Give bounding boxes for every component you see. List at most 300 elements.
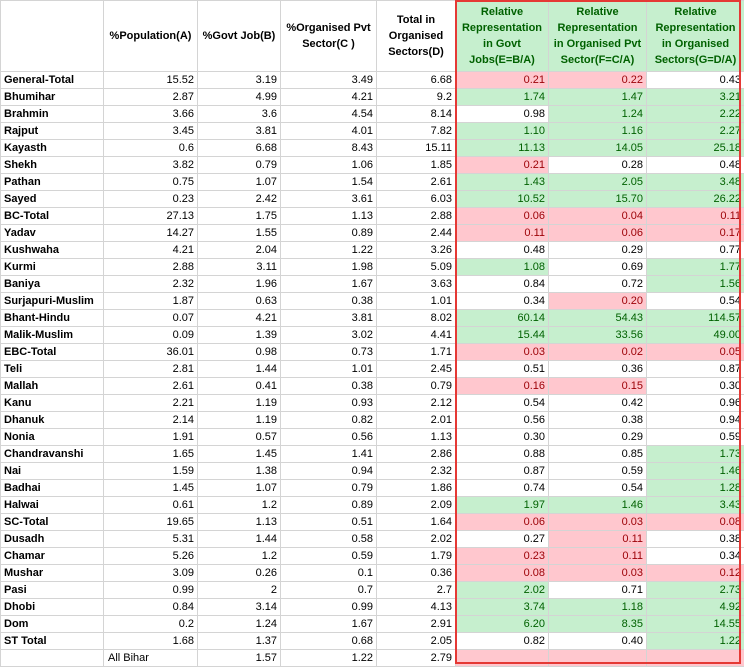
value-cell-d[interactable]: 1.01 [377, 293, 456, 310]
value-cell-g[interactable]: 3.21 [647, 89, 744, 106]
value-cell-a[interactable]: 1.68 [104, 633, 198, 650]
table-row [1, 157, 744, 174]
row-label-cell[interactable]: Kurmi [1, 259, 104, 276]
table-row [1, 140, 744, 157]
value-cell-g[interactable]: 114.57 [647, 310, 744, 327]
value-cell-e[interactable]: 3.74 [456, 599, 549, 616]
value-cell-e[interactable]: 0.87 [456, 463, 549, 480]
value-cell-g[interactable]: 26.22 [647, 191, 744, 208]
value-cell-c[interactable]: 8.43 [281, 140, 377, 157]
value-cell-f[interactable]: 0.42 [549, 395, 647, 412]
value-cell-a[interactable]: 1.59 [104, 463, 198, 480]
row-label-cell[interactable]: Pathan [1, 174, 104, 191]
value-cell-f[interactable]: 54.43 [549, 310, 647, 327]
value-cell-f[interactable]: 0.36 [549, 361, 647, 378]
table-row [1, 565, 744, 582]
header-cell-organised-pvt[interactable]: %Organised Pvt Sector(C ) [281, 1, 377, 72]
table-body [1, 72, 744, 667]
value-cell-b[interactable]: 3.6 [198, 106, 281, 123]
value-cell-f[interactable]: 0.69 [549, 259, 647, 276]
value-cell-c[interactable]: 4.54 [281, 106, 377, 123]
row-label-cell[interactable]: Rajput [1, 123, 104, 140]
value-cell-f[interactable]: 0.15 [549, 378, 647, 395]
value-cell-f[interactable]: 0.02 [549, 344, 647, 361]
value-cell-d[interactable]: 3.63 [377, 276, 456, 293]
value-cell-c[interactable]: 4.21 [281, 89, 377, 106]
value-cell-e[interactable]: 0.30 [456, 429, 549, 446]
value-cell-b[interactable]: 0.79 [198, 157, 281, 174]
value-cell-g[interactable]: 1.73 [647, 446, 744, 463]
value-cell-a[interactable]: 2.32 [104, 276, 198, 293]
row-label-cell[interactable]: SC-Total [1, 514, 104, 531]
value-cell-b[interactable]: 1.07 [198, 480, 281, 497]
value-cell-c[interactable]: 0.68 [281, 633, 377, 650]
value-cell-a[interactable]: 2.87 [104, 89, 198, 106]
table-row [1, 412, 744, 429]
value-cell-f[interactable]: 33.56 [549, 327, 647, 344]
row-label-cell[interactable]: Yadav [1, 225, 104, 242]
value-cell-g[interactable]: 0.30 [647, 378, 744, 395]
value-cell-e[interactable]: 1.97 [456, 497, 549, 514]
value-cell-d[interactable]: 2.61 [377, 174, 456, 191]
value-cell-c[interactable]: 1.67 [281, 276, 377, 293]
value-cell-e[interactable]: 0.08 [456, 565, 549, 582]
footer-value-cell-b[interactable]: 1.57 [198, 650, 281, 667]
value-cell-a[interactable]: 2.14 [104, 412, 198, 429]
table-row [1, 361, 744, 378]
value-cell-b[interactable]: 1.44 [198, 531, 281, 548]
value-cell-f[interactable]: 2.05 [549, 174, 647, 191]
value-cell-e[interactable]: 0.74 [456, 480, 549, 497]
value-cell-f[interactable]: 0.20 [549, 293, 647, 310]
value-cell-f[interactable]: 8.35 [549, 616, 647, 633]
value-cell-b[interactable]: 1.38 [198, 463, 281, 480]
row-label-cell[interactable]: Nai [1, 463, 104, 480]
value-cell-c[interactable]: 1.98 [281, 259, 377, 276]
header-cell-rel-pvt[interactable]: Relative Representation in Organised Pvt Sector(F=C/A) [549, 1, 647, 72]
value-cell-f[interactable]: 1.46 [549, 497, 647, 514]
row-label-cell[interactable]: BC-Total [1, 208, 104, 225]
value-cell-d[interactable]: 8.14 [377, 106, 456, 123]
value-cell-f[interactable]: 0.03 [549, 514, 647, 531]
footer-value-cell-c[interactable]: 1.22 [281, 650, 377, 667]
value-cell-g[interactable]: 0.48 [647, 157, 744, 174]
value-cell-e[interactable]: 0.51 [456, 361, 549, 378]
row-label-cell[interactable]: Dhanuk [1, 412, 104, 429]
value-cell-f[interactable]: 0.40 [549, 633, 647, 650]
value-cell-b[interactable]: 3.81 [198, 123, 281, 140]
row-label-cell[interactable]: Kayasth [1, 140, 104, 157]
value-cell-g[interactable]: 3.48 [647, 174, 744, 191]
all-bihar-label-cell[interactable]: All Bihar [104, 650, 198, 667]
value-cell-f[interactable]: 1.47 [549, 89, 647, 106]
value-cell-a[interactable]: 0.61 [104, 497, 198, 514]
value-cell-c[interactable]: 0.93 [281, 395, 377, 412]
value-cell-c[interactable]: 1.01 [281, 361, 377, 378]
row-label-cell[interactable]: Malik-Muslim [1, 327, 104, 344]
value-cell-e[interactable]: 0.11 [456, 225, 549, 242]
value-cell-c[interactable]: 0.58 [281, 531, 377, 548]
value-cell-d[interactable]: 2.05 [377, 633, 456, 650]
value-cell-g[interactable]: 0.34 [647, 548, 744, 565]
value-cell-g[interactable]: 0.17 [647, 225, 744, 242]
value-cell-d[interactable]: 1.86 [377, 480, 456, 497]
value-cell-a[interactable]: 5.26 [104, 548, 198, 565]
value-cell-g[interactable]: 1.22 [647, 633, 744, 650]
value-cell-g[interactable]: 0.05 [647, 344, 744, 361]
value-cell-a[interactable]: 0.99 [104, 582, 198, 599]
value-cell-b[interactable]: 1.19 [198, 395, 281, 412]
row-label-cell[interactable]: Brahmin [1, 106, 104, 123]
value-cell-e[interactable]: 0.98 [456, 106, 549, 123]
footer-value-cell-e[interactable] [456, 650, 549, 667]
value-cell-d[interactable]: 2.45 [377, 361, 456, 378]
value-cell-a[interactable]: 2.21 [104, 395, 198, 412]
value-cell-b[interactable]: 2 [198, 582, 281, 599]
value-cell-a[interactable]: 0.84 [104, 599, 198, 616]
value-cell-g[interactable]: 2.22 [647, 106, 744, 123]
value-cell-a[interactable]: 0.75 [104, 174, 198, 191]
value-cell-a[interactable]: 3.82 [104, 157, 198, 174]
table-row [1, 497, 744, 514]
value-cell-b[interactable]: 1.75 [198, 208, 281, 225]
value-cell-f[interactable]: 0.04 [549, 208, 647, 225]
row-label-cell[interactable]: Kanu [1, 395, 104, 412]
value-cell-a[interactable]: 36.01 [104, 344, 198, 361]
value-cell-b[interactable]: 0.57 [198, 429, 281, 446]
value-cell-b[interactable]: 0.26 [198, 565, 281, 582]
value-cell-f[interactable]: 0.71 [549, 582, 647, 599]
value-cell-g[interactable]: 2.73 [647, 582, 744, 599]
value-cell-g[interactable]: 0.59 [647, 429, 744, 446]
value-cell-b[interactable]: 6.68 [198, 140, 281, 157]
value-cell-c[interactable]: 0.89 [281, 497, 377, 514]
value-cell-f[interactable]: 0.11 [549, 531, 647, 548]
value-cell-a[interactable]: 5.31 [104, 531, 198, 548]
value-cell-c[interactable]: 0.79 [281, 480, 377, 497]
footer-value-cell-g[interactable] [647, 650, 744, 667]
row-label-cell[interactable]: General-Total [1, 72, 104, 89]
value-cell-b[interactable]: 4.99 [198, 89, 281, 106]
value-cell-e[interactable]: 0.82 [456, 633, 549, 650]
value-cell-c[interactable]: 0.59 [281, 548, 377, 565]
value-cell-d[interactable]: 6.68 [377, 72, 456, 89]
value-cell-c[interactable]: 3.49 [281, 72, 377, 89]
value-cell-g[interactable]: 49.00 [647, 327, 744, 344]
value-cell-c[interactable]: 0.38 [281, 293, 377, 310]
value-cell-e[interactable]: 1.10 [456, 123, 549, 140]
value-cell-a[interactable]: 1.45 [104, 480, 198, 497]
row-label-cell[interactable]: Shekh [1, 157, 104, 174]
value-cell-a[interactable]: 19.65 [104, 514, 198, 531]
value-cell-e[interactable]: 0.54 [456, 395, 549, 412]
value-cell-g[interactable]: 0.11 [647, 208, 744, 225]
value-cell-f[interactable]: 0.54 [549, 480, 647, 497]
value-cell-d[interactable]: 1.79 [377, 548, 456, 565]
value-cell-b[interactable]: 1.07 [198, 174, 281, 191]
value-cell-e[interactable]: 0.88 [456, 446, 549, 463]
row-label-cell[interactable]: Chamar [1, 548, 104, 565]
value-cell-c[interactable]: 0.51 [281, 514, 377, 531]
value-cell-b[interactable]: 1.39 [198, 327, 281, 344]
value-cell-d[interactable]: 2.91 [377, 616, 456, 633]
value-cell-d[interactable]: 2.12 [377, 395, 456, 412]
value-cell-d[interactable]: 8.02 [377, 310, 456, 327]
value-cell-d[interactable]: 3.26 [377, 242, 456, 259]
value-cell-c[interactable]: 1.41 [281, 446, 377, 463]
value-cell-g[interactable]: 25.18 [647, 140, 744, 157]
row-label-cell[interactable]: EBC-Total [1, 344, 104, 361]
value-cell-a[interactable]: 0.07 [104, 310, 198, 327]
value-cell-b[interactable]: 1.2 [198, 548, 281, 565]
value-cell-e[interactable]: 0.27 [456, 531, 549, 548]
value-cell-e[interactable]: 10.52 [456, 191, 549, 208]
value-cell-e[interactable]: 2.02 [456, 582, 549, 599]
header-cell-rel-govt[interactable]: Relative Representation in Govt Jobs(E=B/A) [456, 1, 549, 72]
header-cell-rel-total[interactable]: Relative Representation in Organised Sectors(G=D/A) [647, 1, 744, 72]
header-cell-name[interactable] [1, 1, 104, 72]
footer-value-cell-d[interactable]: 2.79 [377, 650, 456, 667]
value-cell-g[interactable]: 0.77 [647, 242, 744, 259]
value-cell-d[interactable]: 2.02 [377, 531, 456, 548]
value-cell-b[interactable]: 3.11 [198, 259, 281, 276]
value-cell-f[interactable]: 1.24 [549, 106, 647, 123]
value-cell-d[interactable]: 4.13 [377, 599, 456, 616]
value-cell-a[interactable]: 15.52 [104, 72, 198, 89]
value-cell-c[interactable]: 1.54 [281, 174, 377, 191]
row-label-cell[interactable]: Baniya [1, 276, 104, 293]
value-cell-d[interactable]: 1.13 [377, 429, 456, 446]
value-cell-d[interactable]: 6.03 [377, 191, 456, 208]
value-cell-d[interactable]: 4.41 [377, 327, 456, 344]
value-cell-f[interactable]: 0.03 [549, 565, 647, 582]
value-cell-g[interactable]: 0.12 [647, 565, 744, 582]
value-cell-g[interactable]: 1.77 [647, 259, 744, 276]
value-cell-f[interactable]: 0.85 [549, 446, 647, 463]
row-label-cell[interactable]: Dusadh [1, 531, 104, 548]
value-cell-c[interactable]: 4.01 [281, 123, 377, 140]
value-cell-f[interactable]: 0.29 [549, 242, 647, 259]
row-label-cell[interactable]: Halwai [1, 497, 104, 514]
value-cell-a[interactable]: 1.65 [104, 446, 198, 463]
value-cell-f[interactable]: 0.38 [549, 412, 647, 429]
value-cell-d[interactable]: 2.7 [377, 582, 456, 599]
row-label-cell[interactable]: Mallah [1, 378, 104, 395]
row-label-cell[interactable]: Bhumihar [1, 89, 104, 106]
value-cell-g[interactable]: 0.96 [647, 395, 744, 412]
value-cell-e[interactable]: 0.21 [456, 72, 549, 89]
row-label-cell[interactable]: Mushar [1, 565, 104, 582]
value-cell-e[interactable]: 0.06 [456, 514, 549, 531]
value-cell-f[interactable]: 0.22 [549, 72, 647, 89]
value-cell-g[interactable]: 0.38 [647, 531, 744, 548]
value-cell-c[interactable]: 0.82 [281, 412, 377, 429]
footer-label-cell[interactable] [1, 650, 104, 667]
value-cell-e[interactable]: 6.20 [456, 616, 549, 633]
value-cell-e[interactable]: 1.74 [456, 89, 549, 106]
value-cell-b[interactable]: 1.45 [198, 446, 281, 463]
value-cell-b[interactable]: 1.37 [198, 633, 281, 650]
footer-row [1, 650, 744, 667]
value-cell-c[interactable]: 0.73 [281, 344, 377, 361]
row-label-cell[interactable]: ST Total [1, 633, 104, 650]
row-label-cell[interactable]: Badhai [1, 480, 104, 497]
value-cell-d[interactable]: 1.71 [377, 344, 456, 361]
value-cell-d[interactable]: 2.32 [377, 463, 456, 480]
value-cell-f[interactable]: 14.05 [549, 140, 647, 157]
value-cell-g[interactable]: 0.87 [647, 361, 744, 378]
value-cell-e[interactable]: 1.08 [456, 259, 549, 276]
value-cell-c[interactable]: 0.94 [281, 463, 377, 480]
row-label-cell[interactable]: Dom [1, 616, 104, 633]
value-cell-c[interactable]: 1.67 [281, 616, 377, 633]
value-cell-d[interactable]: 2.88 [377, 208, 456, 225]
value-cell-c[interactable]: 0.38 [281, 378, 377, 395]
value-cell-c[interactable]: 0.99 [281, 599, 377, 616]
value-cell-e[interactable]: 0.48 [456, 242, 549, 259]
value-cell-b[interactable]: 1.55 [198, 225, 281, 242]
value-cell-f[interactable]: 0.28 [549, 157, 647, 174]
value-cell-g[interactable]: 14.55 [647, 616, 744, 633]
value-cell-d[interactable]: 0.79 [377, 378, 456, 395]
value-cell-e[interactable]: 0.34 [456, 293, 549, 310]
value-cell-f[interactable]: 1.16 [549, 123, 647, 140]
value-cell-c[interactable]: 1.13 [281, 208, 377, 225]
value-cell-g[interactable]: 0.54 [647, 293, 744, 310]
value-cell-d[interactable]: 2.01 [377, 412, 456, 429]
value-cell-g[interactable]: 1.46 [647, 463, 744, 480]
value-cell-c[interactable]: 0.56 [281, 429, 377, 446]
value-cell-d[interactable]: 1.64 [377, 514, 456, 531]
header-cell-govt-job[interactable]: %Govt Job(B) [198, 1, 281, 72]
value-cell-d[interactable]: 2.44 [377, 225, 456, 242]
value-cell-b[interactable]: 3.19 [198, 72, 281, 89]
value-cell-a[interactable]: 4.21 [104, 242, 198, 259]
row-label-cell[interactable]: Pasi [1, 582, 104, 599]
value-cell-c[interactable]: 0.7 [281, 582, 377, 599]
value-cell-b[interactable]: 1.2 [198, 497, 281, 514]
value-cell-b[interactable]: 1.44 [198, 361, 281, 378]
value-cell-b[interactable]: 3.14 [198, 599, 281, 616]
value-cell-e[interactable]: 0.16 [456, 378, 549, 395]
value-cell-f[interactable]: 0.29 [549, 429, 647, 446]
value-cell-b[interactable]: 0.41 [198, 378, 281, 395]
value-cell-e[interactable]: 0.56 [456, 412, 549, 429]
value-cell-a[interactable]: 27.13 [104, 208, 198, 225]
value-cell-e[interactable]: 1.43 [456, 174, 549, 191]
value-cell-b[interactable]: 2.04 [198, 242, 281, 259]
row-label-cell[interactable]: Chandravanshi [1, 446, 104, 463]
value-cell-c[interactable]: 0.89 [281, 225, 377, 242]
value-cell-a[interactable]: 14.27 [104, 225, 198, 242]
value-cell-d[interactable]: 2.86 [377, 446, 456, 463]
row-label-cell[interactable]: Surjapuri-Muslim [1, 293, 104, 310]
table-row [1, 327, 744, 344]
header-cell-population[interactable]: %Population(A) [104, 1, 198, 72]
value-cell-a[interactable]: 2.61 [104, 378, 198, 395]
header-cell-total-organised[interactable]: Total in Organised Sectors(D) [377, 1, 456, 72]
value-cell-f[interactable]: 0.11 [549, 548, 647, 565]
value-cell-b[interactable]: 1.19 [198, 412, 281, 429]
value-cell-b[interactable]: 2.42 [198, 191, 281, 208]
value-cell-c[interactable]: 3.81 [281, 310, 377, 327]
value-cell-g[interactable]: 0.43 [647, 72, 744, 89]
value-cell-b[interactable]: 0.63 [198, 293, 281, 310]
value-cell-f[interactable]: 15.70 [549, 191, 647, 208]
value-cell-d[interactable]: 7.82 [377, 123, 456, 140]
value-cell-c[interactable]: 1.22 [281, 242, 377, 259]
row-label-cell[interactable]: Sayed [1, 191, 104, 208]
value-cell-g[interactable]: 1.56 [647, 276, 744, 293]
value-cell-g[interactable]: 4.92 [647, 599, 744, 616]
value-cell-a[interactable]: 2.88 [104, 259, 198, 276]
value-cell-e[interactable]: 60.14 [456, 310, 549, 327]
value-cell-e[interactable]: 0.03 [456, 344, 549, 361]
value-cell-f[interactable]: 0.59 [549, 463, 647, 480]
value-cell-c[interactable]: 0.1 [281, 565, 377, 582]
value-cell-e[interactable]: 0.23 [456, 548, 549, 565]
value-cell-f[interactable]: 0.72 [549, 276, 647, 293]
value-cell-d[interactable]: 0.36 [377, 565, 456, 582]
value-cell-a[interactable]: 0.6 [104, 140, 198, 157]
value-cell-c[interactable]: 1.06 [281, 157, 377, 174]
value-cell-d[interactable]: 15.11 [377, 140, 456, 157]
value-cell-d[interactable]: 5.09 [377, 259, 456, 276]
value-cell-a[interactable]: 0.2 [104, 616, 198, 633]
value-cell-g[interactable]: 1.28 [647, 480, 744, 497]
value-cell-e[interactable]: 0.84 [456, 276, 549, 293]
value-cell-g[interactable]: 0.94 [647, 412, 744, 429]
value-cell-a[interactable]: 2.81 [104, 361, 198, 378]
value-cell-e[interactable]: 11.13 [456, 140, 549, 157]
value-cell-d[interactable]: 9.2 [377, 89, 456, 106]
value-cell-e[interactable]: 0.06 [456, 208, 549, 225]
value-cell-c[interactable]: 3.02 [281, 327, 377, 344]
value-cell-a[interactable]: 0.23 [104, 191, 198, 208]
row-label-cell[interactable]: Teli [1, 361, 104, 378]
value-cell-a[interactable]: 3.66 [104, 106, 198, 123]
value-cell-d[interactable]: 1.85 [377, 157, 456, 174]
value-cell-g[interactable]: 2.27 [647, 123, 744, 140]
row-label-cell[interactable]: Dhobi [1, 599, 104, 616]
table-row [1, 242, 744, 259]
value-cell-a[interactable]: 1.87 [104, 293, 198, 310]
footer-value-cell-f[interactable] [549, 650, 647, 667]
table-row [1, 582, 744, 599]
value-cell-g[interactable]: 3.43 [647, 497, 744, 514]
value-cell-a[interactable]: 3.09 [104, 565, 198, 582]
value-cell-b[interactable]: 1.24 [198, 616, 281, 633]
value-cell-a[interactable]: 1.91 [104, 429, 198, 446]
value-cell-e[interactable]: 0.21 [456, 157, 549, 174]
value-cell-a[interactable]: 3.45 [104, 123, 198, 140]
value-cell-b[interactable]: 4.21 [198, 310, 281, 327]
value-cell-b[interactable]: 1.96 [198, 276, 281, 293]
value-cell-f[interactable]: 0.06 [549, 225, 647, 242]
table-row [1, 395, 744, 412]
value-cell-c[interactable]: 3.61 [281, 191, 377, 208]
row-label-cell[interactable]: Kushwaha [1, 242, 104, 259]
value-cell-f[interactable]: 1.18 [549, 599, 647, 616]
value-cell-b[interactable]: 0.98 [198, 344, 281, 361]
value-cell-d[interactable]: 2.09 [377, 497, 456, 514]
value-cell-e[interactable]: 15.44 [456, 327, 549, 344]
value-cell-g[interactable]: 0.08 [647, 514, 744, 531]
value-cell-a[interactable]: 0.09 [104, 327, 198, 344]
row-label-cell[interactable]: Nonia [1, 429, 104, 446]
row-label-cell[interactable]: Bhant-Hindu [1, 310, 104, 327]
value-cell-b[interactable]: 1.13 [198, 514, 281, 531]
